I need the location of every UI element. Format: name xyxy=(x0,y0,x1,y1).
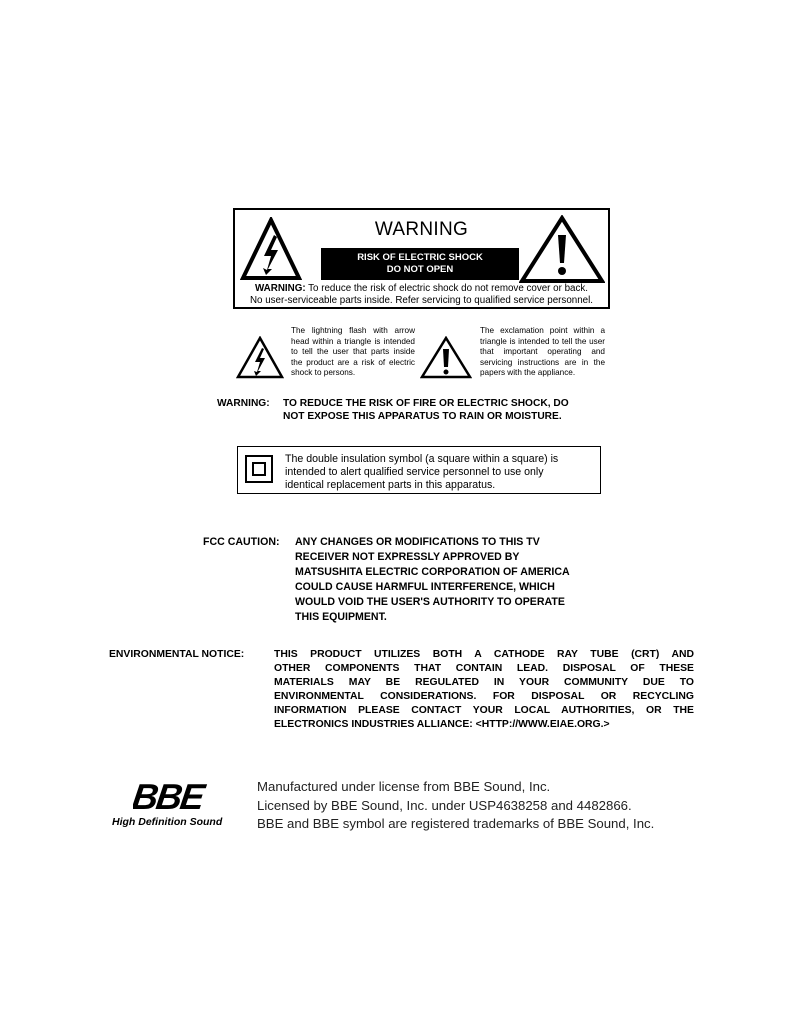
exclamation-triangle-small-icon xyxy=(420,336,472,384)
fcc-caution-label: FCC CAUTION: xyxy=(203,536,280,548)
rain-warning-label: WARNING: xyxy=(217,398,270,409)
environmental-line: ELECTRONICS INDUSTRIES ALLIANCE: <HTTP://WWW.EIAE.ORG.> xyxy=(274,719,610,730)
band-line-2: DO NOT OPEN xyxy=(386,264,454,275)
rain-warning-line-2: NOT EXPOSE THIS APPARATUS TO RAIN OR MOISTURE. xyxy=(283,411,562,422)
warning-label: WARNING: xyxy=(254,283,306,294)
fcc-line: MATSUSHITA ELECTRIC CORPORATION OF AMERICA xyxy=(295,566,570,578)
bbe-license-line: Manufactured under license from BBE Sound, Inc. xyxy=(257,779,551,794)
bbe-logo xyxy=(133,779,219,818)
bbe-license-line: Licensed by BBE Sound, Inc. under USP4638258 and 4482866. xyxy=(257,798,632,813)
double-insulation-inner-square xyxy=(252,462,266,476)
warning-line-1-text: To reduce the risk of electric shock do not remove cover or back. xyxy=(305,283,589,294)
double-insulation-icon xyxy=(245,455,273,483)
environmental-line: THIS PRODUCT UTILIZES BOTH A CATHODE RAY TUBE (CRT) AND xyxy=(274,649,694,660)
warning-text-line-2: No user-serviceable parts inside. Refer servicing to qualified service personnel. xyxy=(249,295,594,306)
bbe-tagline: High Definition Sound xyxy=(112,816,223,828)
bbe-logo-text: BBE xyxy=(133,779,206,813)
lightning-explanation: The lightning flash with arrow head within a triangle is intended to tell the user that parts inside the product are a risk of electric shock to persons. xyxy=(291,326,415,378)
double-insulation-box xyxy=(237,446,601,494)
environmental-line: OTHER COMPONENTS THAT CONTAIN LEAD. DISPOSAL OF THESE xyxy=(274,663,694,674)
environmental-line: INFORMATION PLEASE CONTACT YOUR LOCAL AUTHORITIES, OR THE xyxy=(274,705,694,716)
environmental-line: MATERIALS MAY BE REGULATED IN YOUR COMMUNITY DUE TO xyxy=(274,677,694,688)
risk-of-shock-band xyxy=(321,248,519,280)
warning-box xyxy=(233,208,610,309)
exclamation-explanation: The exclamation point within a triangle is intended to tell the user that important operating and servicing instructions are in the papers with the appliance. xyxy=(480,326,605,378)
fcc-line: ANY CHANGES OR MODIFICATIONS TO THIS TV xyxy=(295,536,540,548)
band-line-1: RISK OF ELECTRIC SHOCK xyxy=(357,252,483,263)
environmental-notice-label: ENVIRONMENTAL NOTICE: xyxy=(109,649,245,660)
exclamation-triangle-icon xyxy=(519,215,605,288)
warning-text-line-1 xyxy=(235,283,608,294)
double-insulation-line-1: The double insulation symbol (a square within a square) is xyxy=(285,453,559,465)
fcc-line: THIS EQUIPMENT. xyxy=(295,611,387,623)
rain-warning-line-1: TO REDUCE THE RISK OF FIRE OR ELECTRIC SHOCK, DO xyxy=(283,398,569,409)
lightning-triangle-small-icon xyxy=(236,336,284,384)
fcc-line: WOULD VOID THE USER'S AUTHORITY TO OPERATE xyxy=(295,596,565,608)
bbe-license-line: BBE and BBE symbol are registered trademarks of BBE Sound, Inc. xyxy=(257,816,655,831)
lightning-triangle-icon xyxy=(240,217,302,286)
double-insulation-line-3: identical replacement parts in this apparatus. xyxy=(285,479,496,491)
environmental-line: ENVIRONMENTAL CONSIDERATIONS. FOR DISPOSAL OR RECYCLING xyxy=(274,691,694,702)
warning-title: WARNING xyxy=(374,219,469,240)
double-insulation-line-2: intended to alert qualified service personnel to use only xyxy=(285,466,544,478)
fcc-line: COULD CAUSE HARMFUL INTERFERENCE, WHICH xyxy=(295,581,555,593)
fcc-line: RECEIVER NOT EXPRESSLY APPROVED BY xyxy=(295,551,520,563)
